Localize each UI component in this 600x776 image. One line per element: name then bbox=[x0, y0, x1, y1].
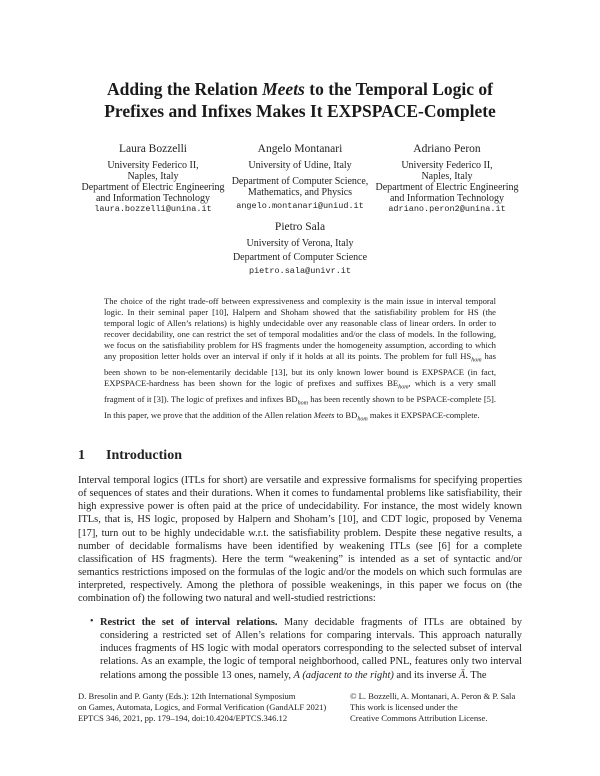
title-line-1: Adding the Relation Meets to the Temporal Logic of bbox=[107, 79, 493, 99]
author-affiliation: Department of Electric Engineering bbox=[375, 182, 519, 193]
author-affiliation: University Federico II, bbox=[401, 160, 493, 171]
abstract: The choice of the right trade-off between expressiveness and complexity is the main issue in interval temporal logic. In their seminal paper [10], Halpern and Shoham showed that the satisfiability problem for HS (the temporal logic of Allen’s relations) is highly undecidable over any reasonable class of linear orders. In order to recover decidability, one can restrict the set of temporal modalities and/or the class of models. In the following, we focus on the satisfiability problem for HS fragments under the homogeneity assumption, according to which any proposition letter holds over an interval if only if it holds at all its points. The problem for full $HS_{hom}$ has been shown to be non-elementarily decidable [13], but its only known lower bound is EXPSPACE (in fact, EXPSPACE-hardness has been shown for the logic of prefixes and suffixes $BE_{hom}$, which is a very small fragment of it [3]). The logic of prefixes and infixes $BD_{hom}$ has been recently shown to be PSPACE-complete [5]. In this paper, we prove that the addition of the Allen relation Meets to $BD_{hom}$ makes it EXPSPACE-complete. bbox=[104, 296, 497, 423]
author-affiliation: Department of Electric Engineering bbox=[81, 182, 225, 193]
license-line: This work is licensed under the bbox=[350, 702, 458, 712]
footer-line: D. Bresolin and P. Ganty (Eds.): 12th International Symposium bbox=[78, 691, 296, 701]
footer-line: on Games, Automata, Logics, and Formal Verification (GandALF 2021) bbox=[78, 702, 327, 712]
footer-left bbox=[78, 691, 348, 724]
footer-right bbox=[350, 691, 530, 724]
bullet-item bbox=[78, 616, 522, 682]
author-affiliation: University of Udine, Italy bbox=[248, 160, 352, 171]
footer-line: EPTCS 346, 2021, pp. 179–194, doi:10.4204/EPTCS.346.12 bbox=[78, 713, 288, 723]
license-link[interactable]: Creative Commons Attribution License. bbox=[350, 713, 488, 723]
author-block-sala bbox=[205, 220, 395, 277]
copyright-line: © L. Bozzelli, A. Montanari, A. Peron & P. Sala bbox=[350, 691, 516, 701]
author-affiliation: Naples, Italy bbox=[421, 171, 473, 182]
author-name: Laura Bozzelli bbox=[118, 143, 187, 155]
section-heading bbox=[78, 448, 182, 464]
intro-paragraph: Interval temporal logics (ITLs for short) are versatile and expressive formalisms for specifying properties of sequences of states and their durations. When it comes to fundamental problems like satisfiability, their high expressive power is often paid at the price of undecidability. For instance, the most widely known ITLs, that is, HS logic, proposed by Halpern and Shoham’s [10], and CDT logic, proposed by Venema [17], turn out to be highly undecidable w.r.t. the satisfiability problem. Despite these negative results, a number of decidable formalisms have been identified by weakening ITLs (see [6] for a complete classification of HS fragments). Here the term “weakening” is intended as a set of syntactic and/or semantics restrictions imposed on the formulas of the logic and/or the models on which such formulas are interpreted, respectively. Among the plethora of possible weakenings, in this paper we focus on (the combination of) the following two natural and well-studied restrictions: bbox=[78, 475, 522, 605]
section-number: 1 bbox=[78, 448, 85, 463]
author-email[interactable]: pietro.sala@univr.it bbox=[248, 266, 352, 276]
bullet-text: Restrict the set of interval relations. Many decidable fragments of ITLs are obtained by considering a restricted set of Allen’s relations for comparing intervals. This approach naturally induces fragments of HS logic with modal operators corresponding to the selected subset of interval relations. As an example, the logic of temporal neighborhood, called PNL, features only two interval relations among the possible 13 ones, namely, A (adjacent to the right) and its inverse Ā. The bbox=[100, 617, 522, 681]
author-email[interactable]: laura.bozzelli@unina.it bbox=[94, 204, 212, 214]
author-affiliation: and Information Technology bbox=[95, 193, 211, 204]
title-line-2: Prefixes and Infixes Makes It EXPSPACE-Complete bbox=[104, 101, 496, 121]
author-block-peron bbox=[352, 142, 542, 215]
author-name: Pietro Sala bbox=[274, 221, 326, 233]
author-affiliation: Department of Computer Science, bbox=[231, 176, 369, 187]
paper-title bbox=[0, 78, 600, 122]
author-affiliation: Department of Computer Science bbox=[232, 252, 368, 263]
section-title: Introduction bbox=[106, 448, 182, 463]
author-email[interactable]: adriano.peron2@unina.it bbox=[388, 204, 506, 214]
author-affiliation: University Federico II, bbox=[107, 160, 199, 171]
author-affiliation: and Information Technology bbox=[389, 193, 505, 204]
author-affiliation: Mathematics, and Physics bbox=[247, 187, 353, 198]
author-name: Angelo Montanari bbox=[257, 143, 343, 155]
author-affiliation: Naples, Italy bbox=[127, 171, 179, 182]
author-name: Adriano Peron bbox=[413, 143, 481, 155]
bullet-marker: • bbox=[90, 616, 94, 627]
author-affiliation: University of Verona, Italy bbox=[246, 238, 354, 249]
author-email[interactable]: angelo.montanari@uniud.it bbox=[236, 201, 364, 211]
